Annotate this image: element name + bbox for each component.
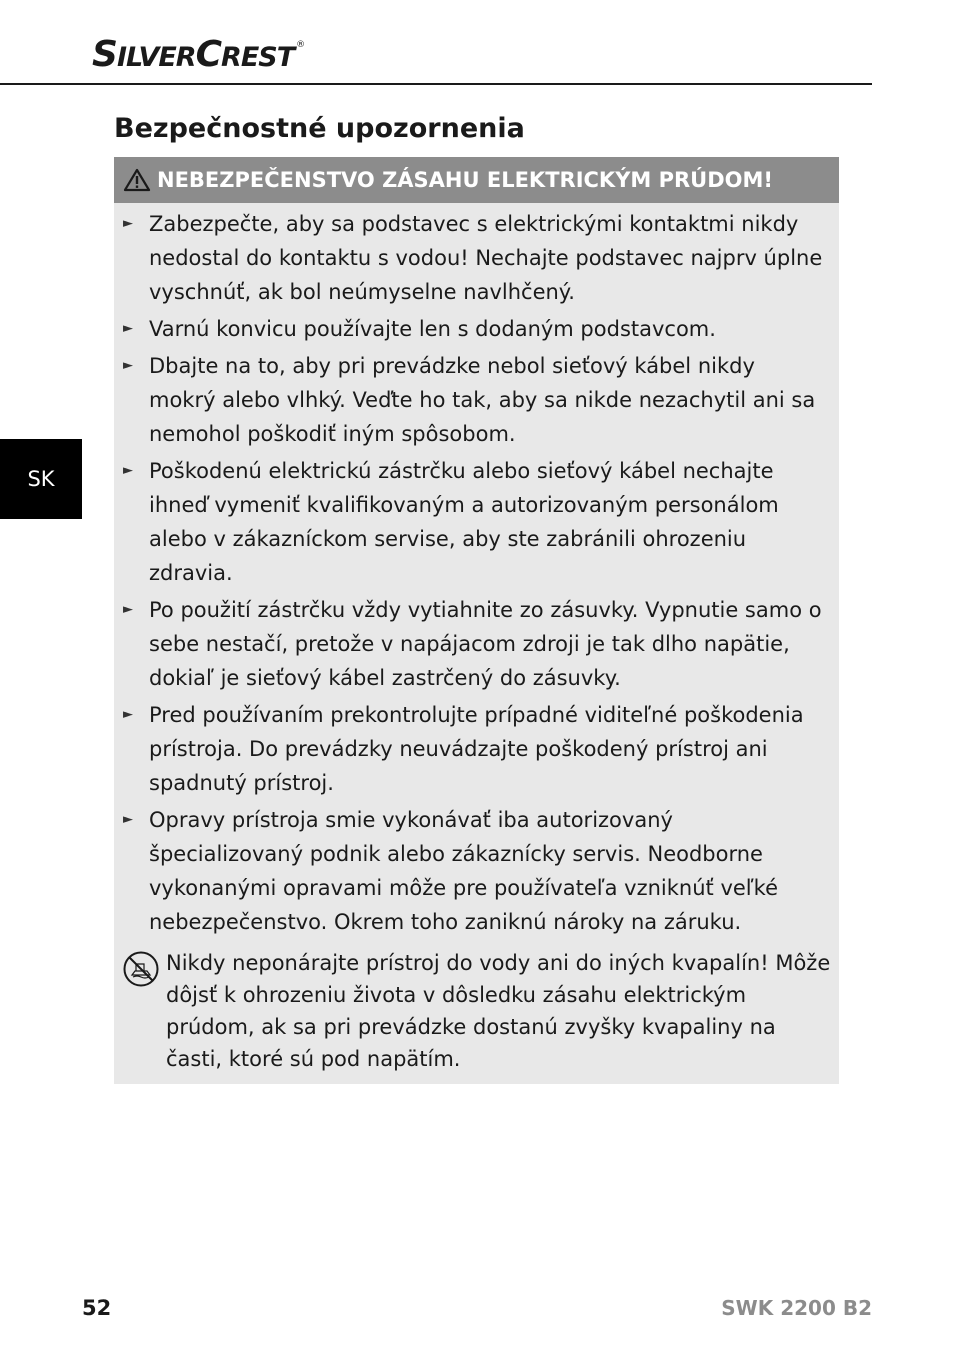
logo-text: ILVER [116, 42, 196, 73]
list-item-text: Poškodenú elektrickú zástrčku alebo sieťový kábel nechajte ihneď vymeniť kvalifikovaným a autorizovaným personálom alebo v zákazníckom servise, aby ste zabránili ohrozeniu zdravia. [149, 459, 779, 585]
list-item [114, 593, 839, 695]
bullet-marker: ► [123, 358, 133, 373]
logo-text: REST [221, 42, 295, 73]
list-item [114, 349, 839, 451]
list-item-text: Dbajte na to, aby pri prevádzke nebol sieťový kábel nikdy mokrý alebo vlhký. Veďte ho tak, aby sa nikde nezachytil ani sa nemohol poškodiť iným spôsobom. [149, 354, 816, 446]
brand-logo [92, 34, 304, 75]
bullet-marker: ► [123, 321, 133, 336]
note-text: Nikdy neponárajte prístroj do vody ani do iných kvapalín! Môže dôjsť k ohrozeniu života v dôsledku zásahu elektrickým prúdom, ak sa pri prevádzke dostanú zvyšky kvapaliny na časti, ktoré sú pod napätím. [166, 951, 831, 1071]
bullet-marker: ► [123, 463, 133, 478]
list-item [114, 803, 839, 939]
list-item-text: Zabezpečte, aby sa podstavec s elektrickými kontaktmi nikdy nedostal do kontaktu s vodou! Nechajte podstavec najprv úplne vyschnúť, ak bol neúmyselne navlhčený. [149, 212, 823, 304]
list-item [114, 698, 839, 800]
list-item-text: Opravy prístroja smie vykonávať iba autorizovaný špecializovaný podnik alebo zákaznícky servis. Neodborne vykonanými opravami môže pre používateľa vzniknúť veľké nebezpečenstvo. Okrem toho zaniknú nároky na záruku. [149, 808, 779, 934]
language-tab-label: SK [27, 467, 55, 491]
bullet-marker: ► [123, 707, 133, 722]
list-item-text: Varnú konvicu používajte len s dodaným podstavcom. [149, 317, 716, 341]
header-divider [0, 83, 872, 85]
bullet-marker: ► [123, 602, 133, 617]
model-number: SWK 2200 B2 [721, 1296, 872, 1320]
list-item-text: Po použití zástrčku vždy vytiahnite zo zásuvky. Vypnutie samo o sebe nestačí, pretože v napájacom zdroji je tak dlho napätie, dokiaľ je sieťový kábel zastrčený do zásuvky. [149, 598, 822, 690]
logo-letter: S [92, 34, 117, 75]
section-title: Bezpečnostné upozornenia [114, 113, 525, 144]
warning-header [114, 157, 839, 203]
language-tab [0, 439, 82, 519]
warning-title: NEBEZPEČENSTVO ZÁSAHU ELEKTRICKÝM PRÚDOM! [157, 168, 773, 192]
list-item [114, 207, 839, 309]
bullet-marker: ► [123, 812, 133, 827]
page-number: 52 [82, 1296, 112, 1320]
registered-mark: ® [296, 40, 305, 50]
no-immersion-icon [122, 950, 160, 988]
immersion-note [122, 947, 832, 1075]
safety-panel [114, 157, 839, 1084]
list-item [114, 312, 839, 346]
warning-triangle-icon [123, 168, 151, 192]
list-item-text: Pred používaním prekontrolujte prípadné viditeľné poškodenia prístroja. Do prevádzky neuvádzajte poškodený prístroj ani spadnutý prístroj. [149, 703, 804, 795]
logo-letter: C [195, 34, 222, 75]
list-item [114, 454, 839, 590]
safety-list [114, 207, 839, 942]
bullet-marker: ► [123, 216, 133, 231]
